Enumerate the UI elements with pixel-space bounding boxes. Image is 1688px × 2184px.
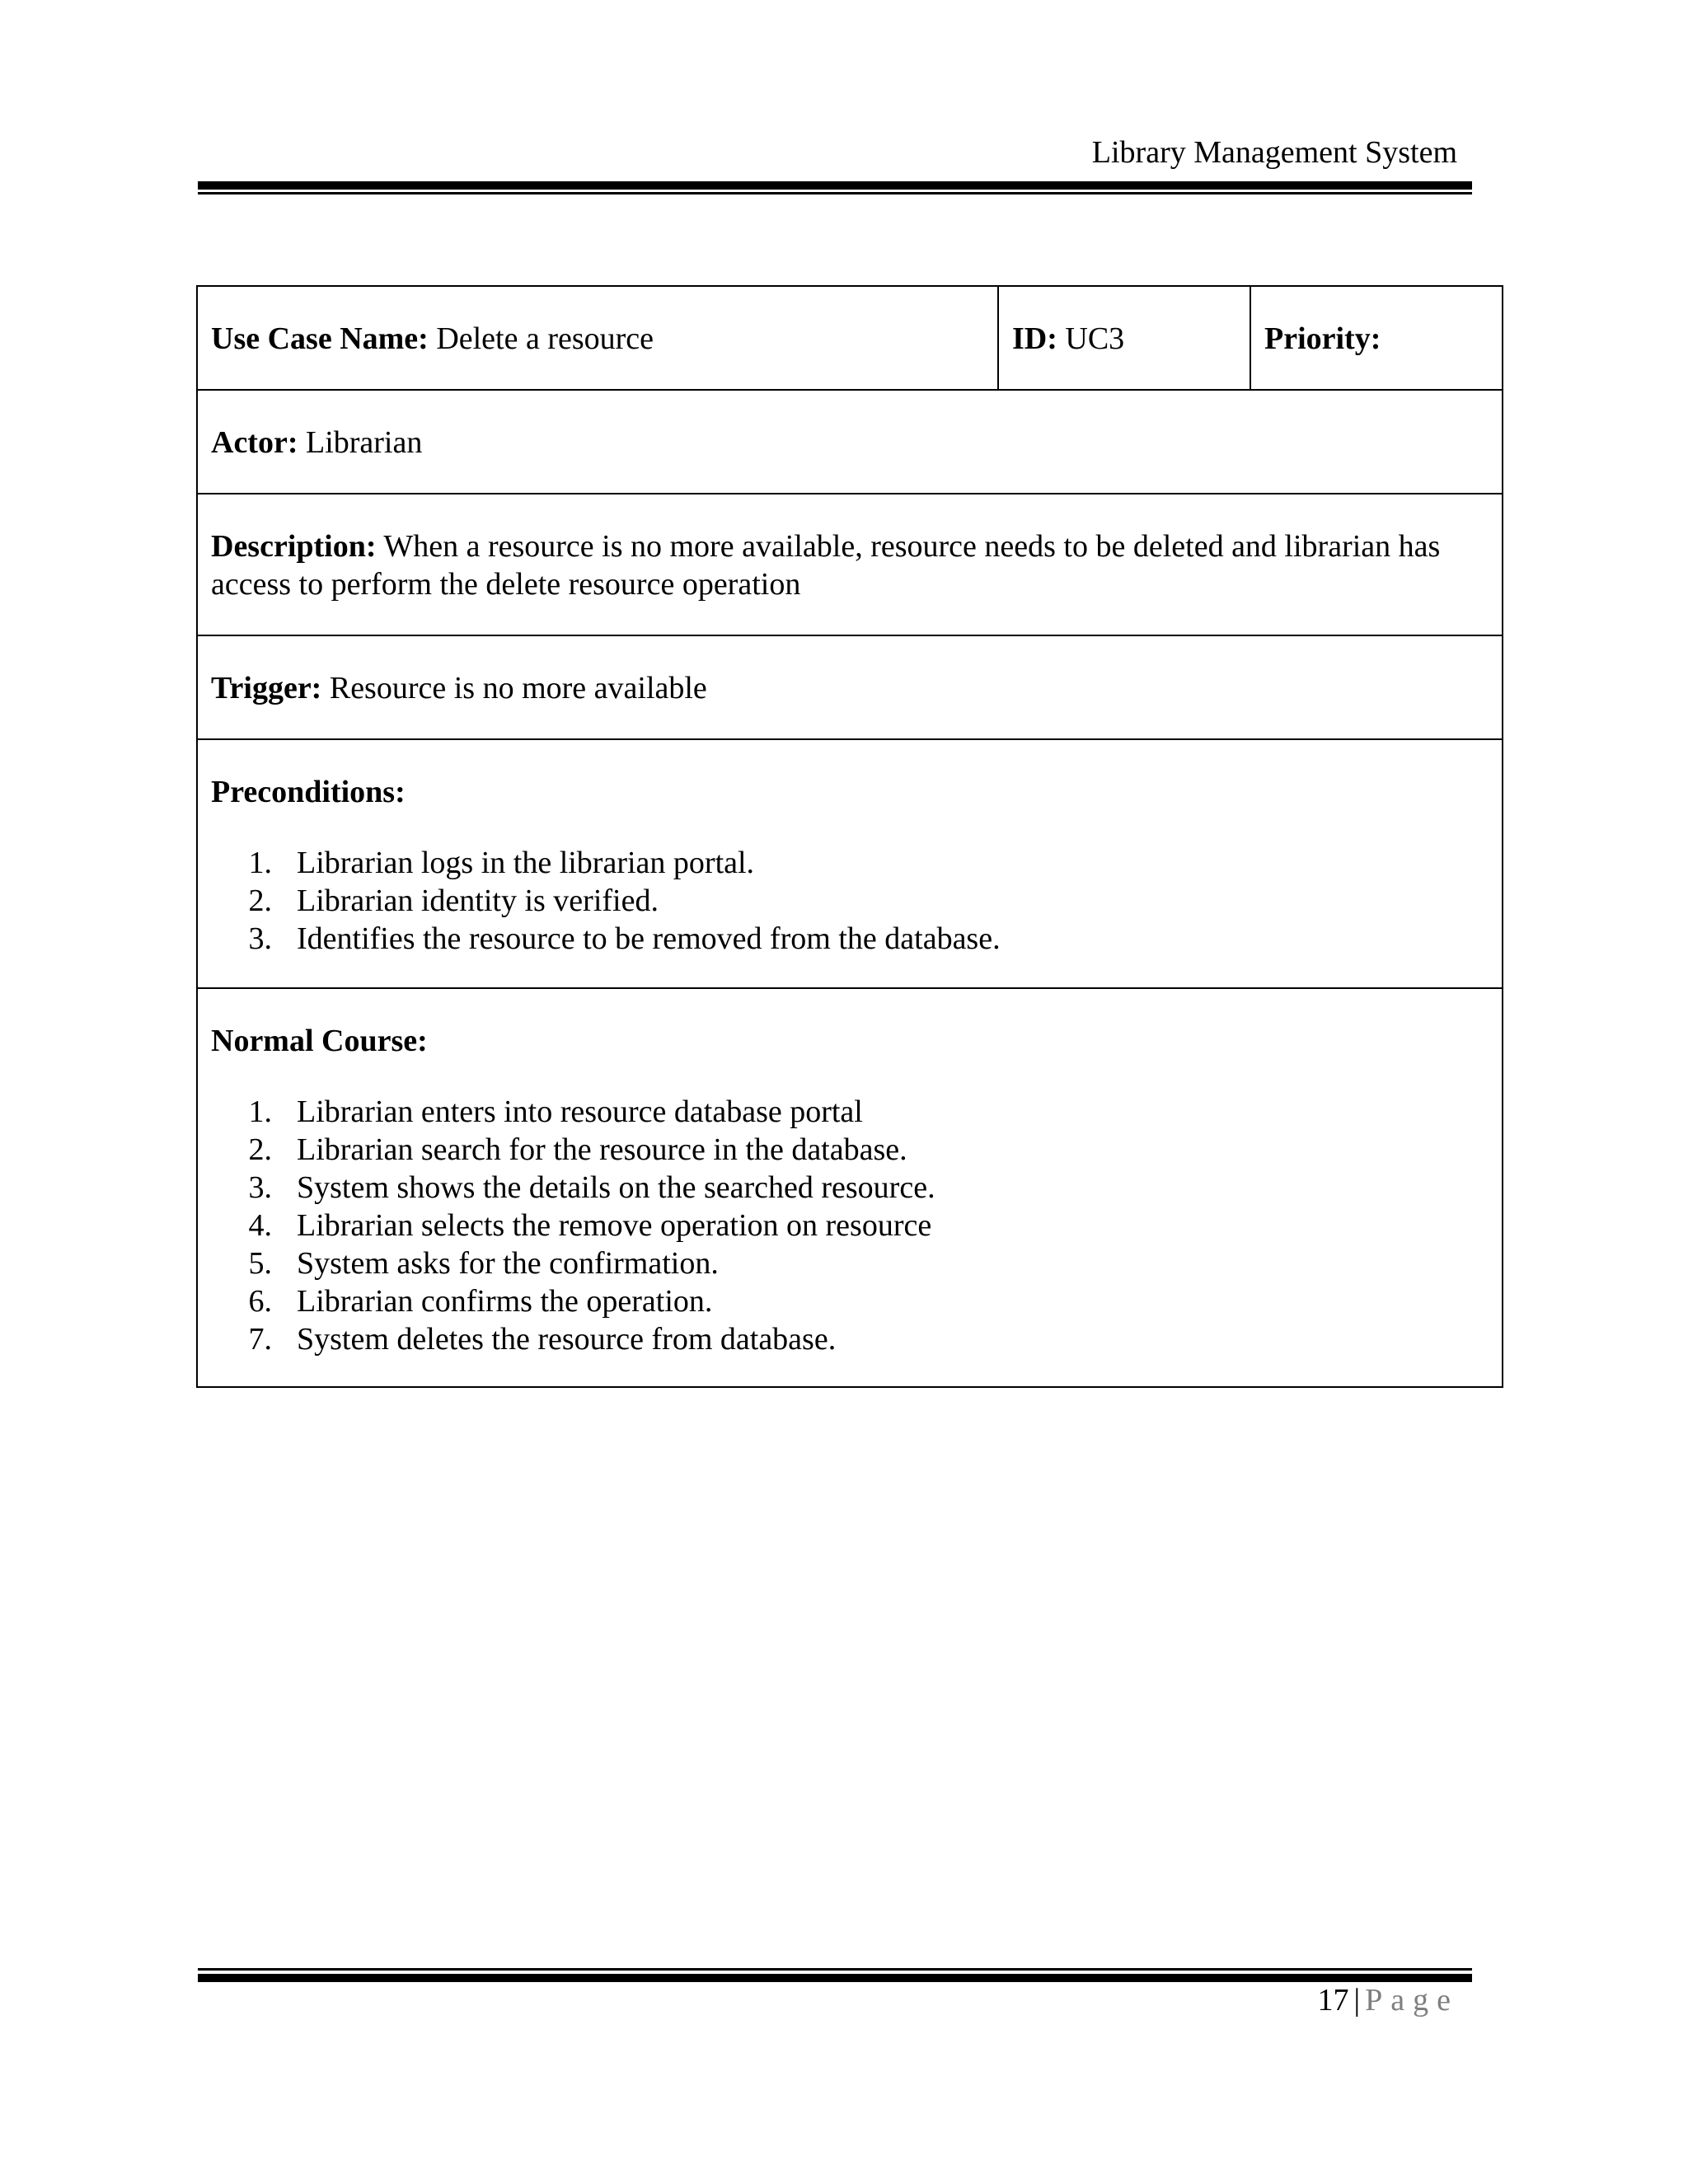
page-number: 17 [1317,1983,1349,2018]
list-item-number: 5. [248,1246,272,1281]
actor-label: Actor: [211,425,298,460]
use-case-id-label: ID: [1012,321,1057,356]
list-item [211,1320,1489,1358]
preconditions-label: Preconditions: [211,775,406,809]
actor-value: Librarian [305,425,423,460]
priority-label: Priority: [1264,321,1381,356]
trigger-cell [197,635,1503,739]
actor-cell [197,390,1503,494]
list-item-text: Identifies the resource to be removed from the database. [297,921,1001,956]
list-item-number: 1. [248,1094,272,1129]
list-item-number: 3. [248,921,272,956]
normal-course-list [211,1093,1489,1358]
trigger-value: Resource is no more available [329,671,707,705]
list-item [211,920,1489,958]
use-case-id-value: UC3 [1065,321,1125,356]
list-item [211,1207,1489,1244]
list-item-text: Librarian search for the resource in the database. [297,1132,907,1167]
description-value: When a resource is no more available, resource needs to be deleted and librarian has access to perform the delete resource operation [211,529,1441,602]
list-item-number: 6. [248,1284,272,1319]
document-header-title: Library Management System [1091,135,1457,170]
list-item-text: Librarian enters into resource database portal [297,1094,863,1129]
preconditions-row [197,739,1503,988]
header-rule-thick [198,181,1472,190]
list-item-number: 2. [248,883,272,918]
list-item [211,844,1489,882]
page-footer [1318,1981,1459,2019]
normal-course-label: Normal Course: [211,1024,428,1058]
description-cell [197,494,1503,635]
list-item-text: System asks for the confirmation. [297,1246,719,1281]
use-case-table [196,285,1503,1388]
preconditions-cell [197,739,1503,988]
list-item-number: 2. [248,1132,272,1167]
use-case-header-row [197,286,1503,390]
list-item-number: 3. [248,1170,272,1205]
list-item-number: 7. [248,1322,272,1357]
list-item-text: System deletes the resource from database. [297,1322,837,1357]
list-item-number: 4. [248,1208,272,1243]
list-item [211,1169,1489,1207]
use-case-id-cell [998,286,1250,390]
list-item [211,1131,1489,1169]
footer-rule-thick [198,1974,1472,1982]
list-item-text: Librarian confirms the operation. [297,1284,713,1319]
normal-course-row [197,988,1503,1387]
list-item [211,882,1489,920]
list-item-text: Librarian logs in the librarian portal. [297,846,755,880]
description-row [197,494,1503,635]
list-item [211,1282,1489,1320]
normal-course-cell [197,988,1503,1387]
list-item-text: System shows the details on the searched resource. [297,1170,935,1205]
actor-row [197,390,1503,494]
description-label: Description: [211,529,377,564]
list-item-number: 1. [248,846,272,880]
footer-rule-thin [198,1968,1472,1971]
use-case-name-value: Delete a resource [436,321,654,356]
preconditions-list [211,844,1489,958]
priority-cell [1250,286,1503,390]
header-rule-thin [198,192,1472,194]
list-item-text: Librarian identity is verified. [297,883,659,918]
use-case-name-cell [197,286,998,390]
page-word: Page [1365,1983,1459,2018]
list-item-text: Librarian selects the remove operation on resource [297,1208,932,1243]
list-item [211,1093,1489,1131]
trigger-row [197,635,1503,739]
use-case-name-label: Use Case Name: [211,321,429,356]
trigger-label: Trigger: [211,671,322,705]
list-item [211,1244,1489,1282]
page-separator: | [1353,1983,1361,2018]
